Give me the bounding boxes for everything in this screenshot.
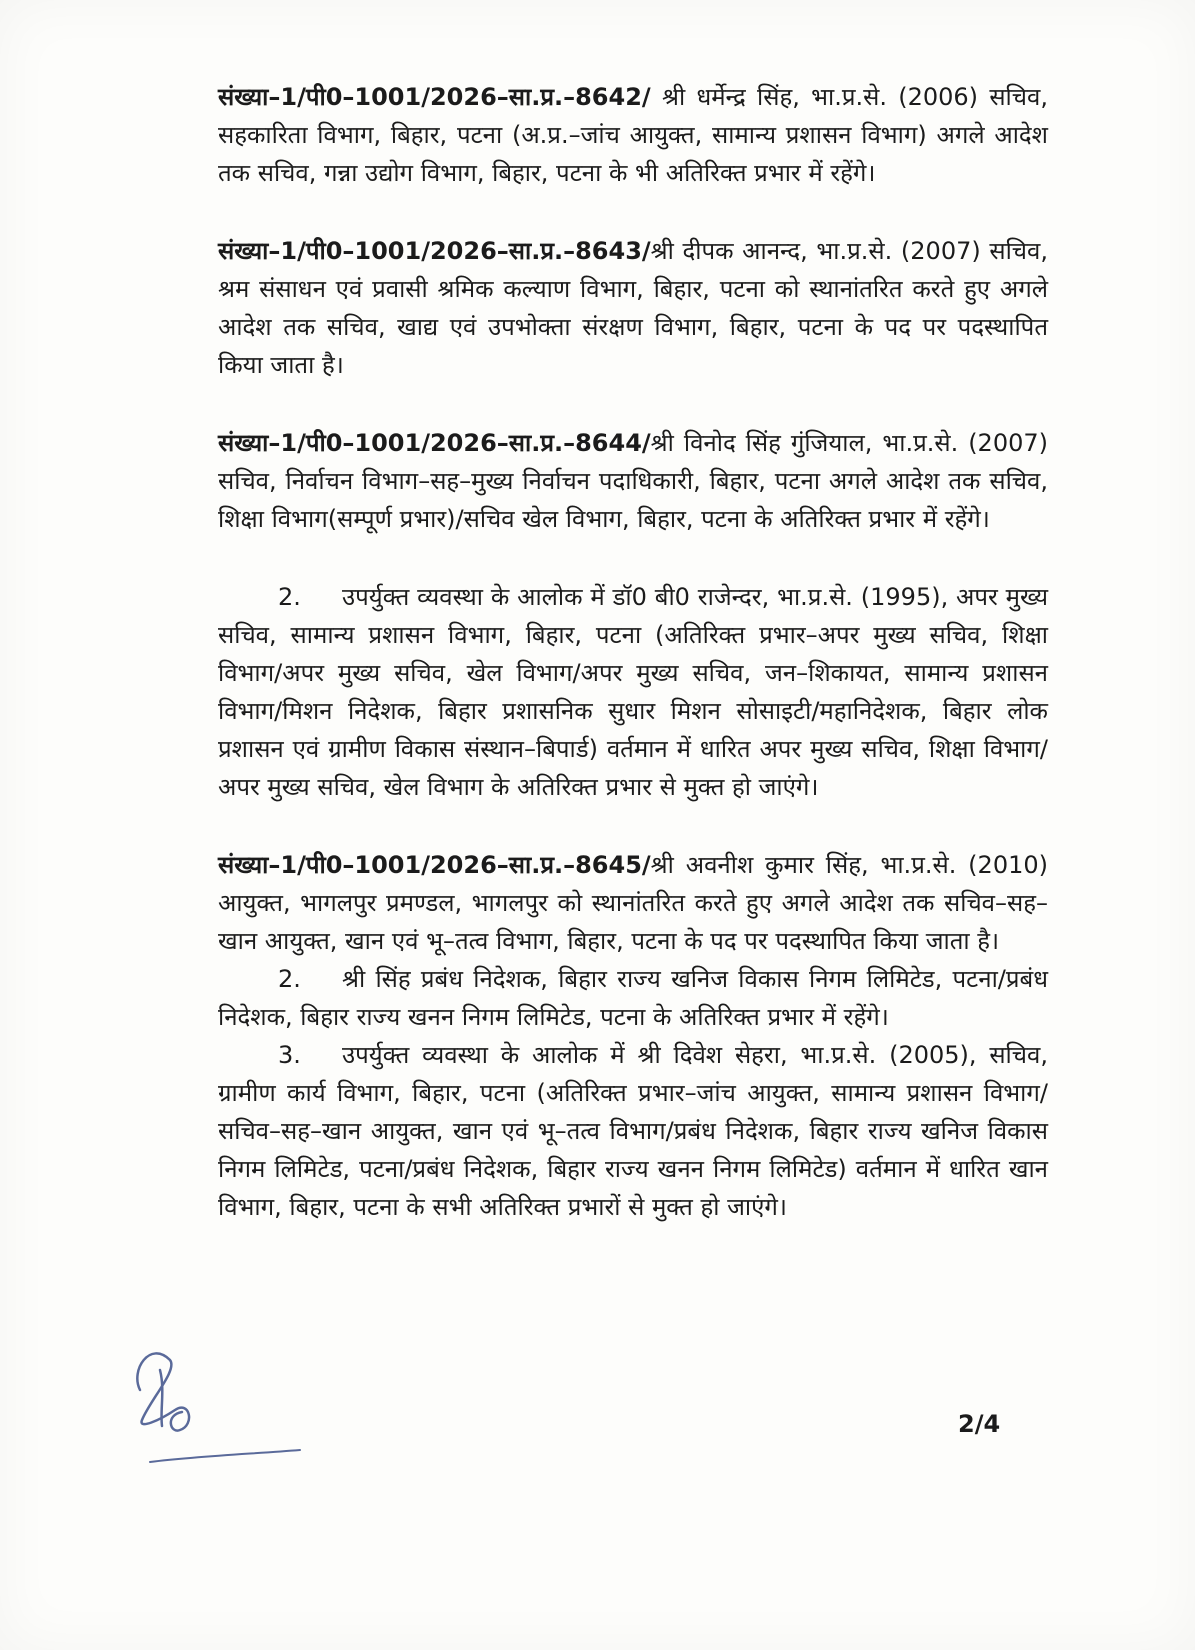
- paragraph-text: उपर्युक्त व्यवस्था के आलोक में डॉ0 बी0 राजेन्दर, भा.प्र.से. (1995), अपर मुख्य सचिव, सामान्य प्रशासन विभाग, बिहार, पटना (अतिरिक्त प्रभार–अपर मुख्य सचिव, शिक्षा विभाग/अपर मुख्य सचिव, खेल विभाग/अपर मुख्य सचिव, जन–शिकायत, सामान्य प्रशासन विभाग/मिशन निदेशक, बिहार प्रशासनिक सुधार मिशन सोसाइटी/महानिदेशक, बिहार लोक प्रशासन एवं ग्रामीण विकास संस्थान–बिपार्ड) वर्तमान में धारित अपर मुख्य सचिव, शिक्षा विभाग/अपर मुख्य सचिव, खेल विभाग के अतिरिक्त प्रभार से मुक्त हो जाएंगे।: [218, 583, 1048, 801]
- order-8644: [218, 424, 1048, 538]
- document-body: [218, 78, 1048, 1226]
- order-reference: संख्या–1/पी0–1001/2026–सा.प्र.–8642/: [218, 83, 651, 111]
- paragraph-number: 2.: [278, 965, 301, 993]
- order-8642: [218, 78, 1048, 192]
- paragraph-number: 3.: [278, 1041, 301, 1069]
- order-reference: संख्या–1/पी0–1001/2026–सा.प्र.–8644/: [218, 429, 651, 457]
- handwritten-signature: [120, 1330, 320, 1470]
- order-8644-paragraph-2: [218, 578, 1048, 806]
- paragraph-text: उपर्युक्त व्यवस्था के आलोक में श्री दिवेश सेहरा, भा.प्र.से. (2005), सचिव, ग्रामीण कार्य विभाग, बिहार, पटना (अतिरिक्त प्रभार–जांच आयुक्त, सामान्य प्रशासन विभाग/सचिव–सह–खान आयुक्त, खान एवं भू–तत्व विभाग/प्रबंध निदेशक, बिहार राज्य खनिज विकास निगम लिमिटेड, पटना/प्रबंध निदेशक, बिहार राज्य खनन निगम लिमिटेड) वर्तमान में धारित खान विभाग, बिहार, पटना के सभी अतिरिक्त प्रभारों से मुक्त हो जाएंगे।: [218, 1041, 1048, 1221]
- paragraph-number: 2.: [278, 583, 301, 611]
- paragraph-text: श्री सिंह प्रबंध निदेशक, बिहार राज्य खनिज विकास निगम लिमिटेड, पटना/प्रबंध निदेशक, बिहार राज्य खनन निगम लिमिटेड, पटना के अतिरिक्त प्रभार में रहेंगे।: [218, 965, 1048, 1031]
- order-8643: [218, 232, 1048, 384]
- page-number: 2/4: [958, 1410, 1001, 1438]
- order-reference: संख्या–1/पी0–1001/2026–सा.प्र.–8645/: [218, 851, 651, 879]
- order-text: श्री धर्मेन्द्र सिंह, भा.प्र.से. (2006) सचिव, सहकारिता विभाग, बिहार, पटना (अ.प्र.–जांच आयुक्त, सामान्य प्रशासन विभाग) अगले आदेश तक सचिव, गन्ना उद्योग विभाग, बिहार, पटना के भी अतिरिक्त प्रभार में रहेंगे।: [218, 83, 1048, 187]
- order-8645-paragraph-2: [218, 960, 1048, 1036]
- order-text: श्री दीपक आनन्द, भा.प्र.से. (2007) सचिव, श्रम संसाधन एवं प्रवासी श्रमिक कल्याण विभाग, बिहार, पटना को स्थानांतरित करते हुए अगले आदेश तक सचिव, खाद्य एवं उपभोक्ता संरक्षण विभाग, बिहार, पटना के पद पर पदस्थापित किया जाता है।: [218, 237, 1048, 379]
- order-8645-paragraph-3: [218, 1036, 1048, 1226]
- order-text: श्री विनोद सिंह गुंजियाल, भा.प्र.से. (2007) सचिव, निर्वाचन विभाग–सह–मुख्य निर्वाचन पदाधिकारी, बिहार, पटना अगले आदेश तक सचिव, शिक्षा विभाग(सम्पूर्ण प्रभार)/सचिव खेल विभाग, बिहार, पटना के अतिरिक्त प्रभार में रहेंगे।: [218, 429, 1048, 533]
- order-reference: संख्या–1/पी0–1001/2026–सा.प्र.–8643/: [218, 237, 651, 265]
- order-text: श्री अवनीश कुमार सिंह, भा.प्र.से. (2010) आयुक्त, भागलपुर प्रमण्डल, भागलपुर को स्थानांतरित करते हुए अगले आदेश तक सचिव–सह–खान आयुक्त, खान एवं भू–तत्व विभाग, बिहार, पटना के पद पर पदस्थापित किया जाता है।: [218, 851, 1048, 955]
- order-8645: [218, 846, 1048, 960]
